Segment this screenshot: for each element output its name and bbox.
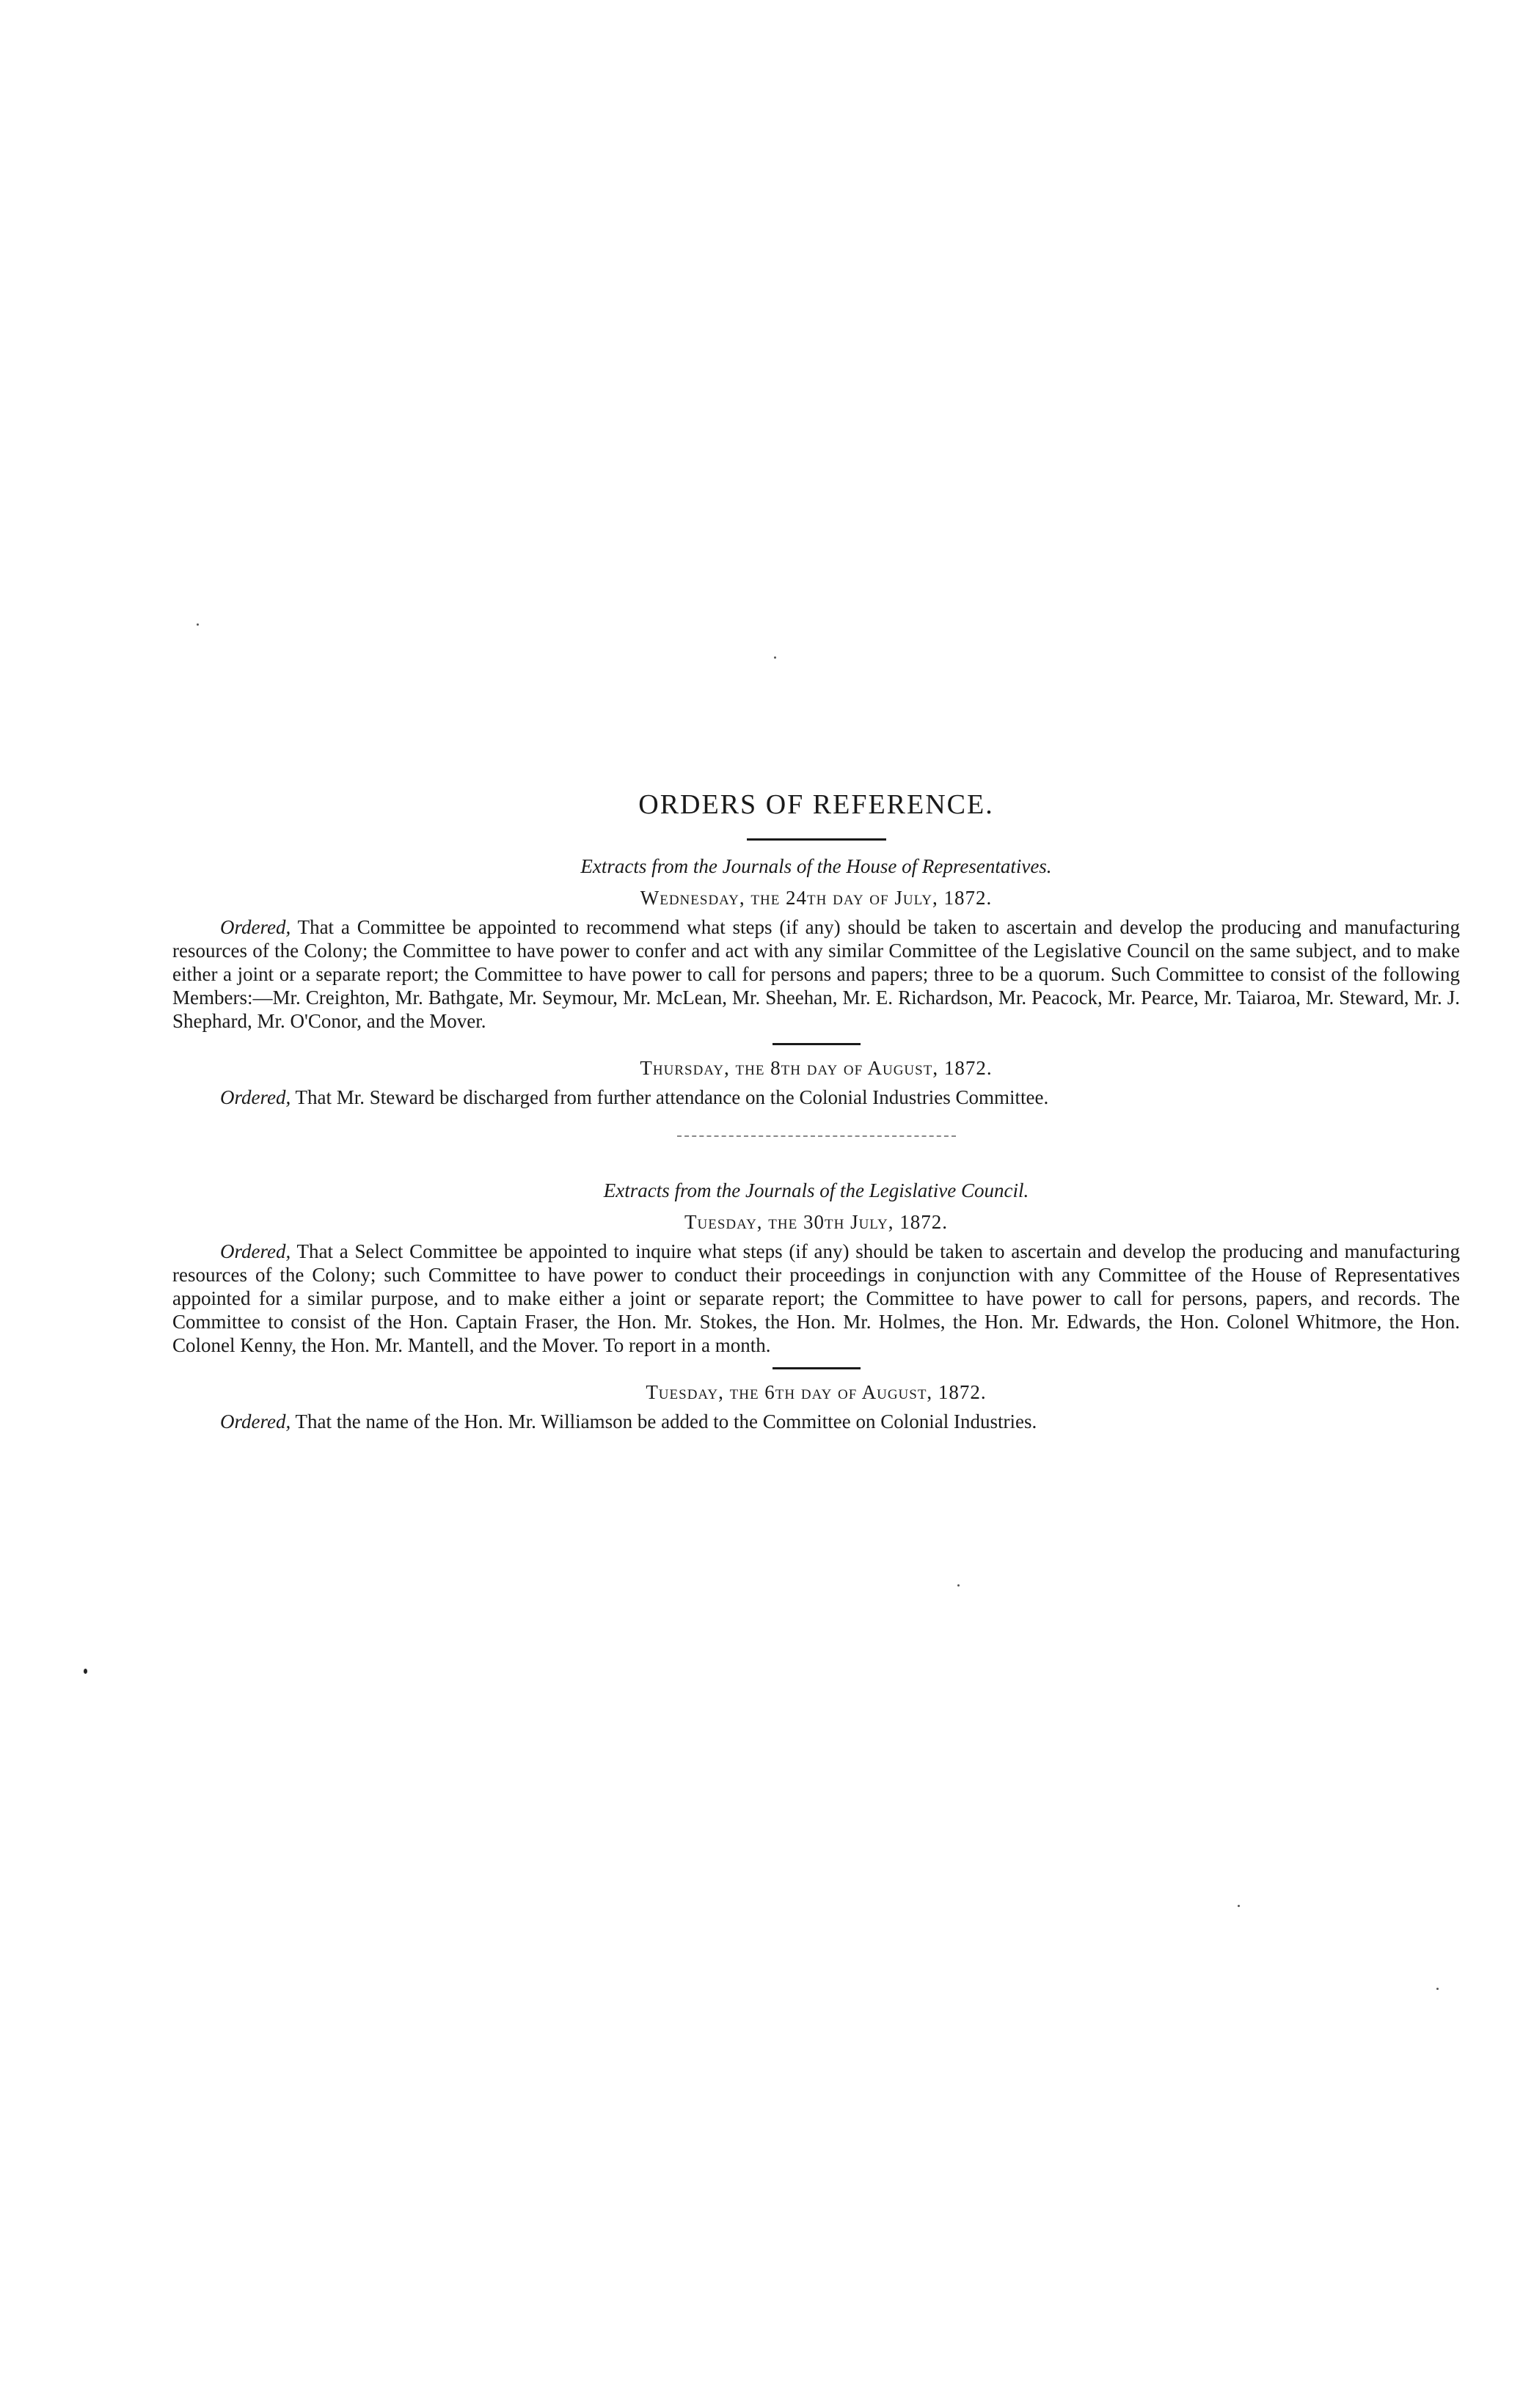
orders-of-reference: [172, 788, 1460, 1443]
page-title: ORDERS OF REFERENCE.: [638, 789, 994, 820]
order-text: That a Committee be appointed to recommend what steps (if any) should be taken to ascertain and develop the producing and manufacturing resources of the Colony; the Committee to have power to confer and act with any similar Committee of the Legislative Council on the same subject, and to make either a joint or a separate report; the Committee to have power to call for persons and papers; three to be a quorum. Such Committee to consist of the following Members:—Mr. Creighton, Mr. Bathgate, Mr. Seymour, Mr. McLean, Mr. Sheehan, Mr. E. Richardson, Mr. Peacock, Mr. Pearce, Mr. Taiaroa, Mr. Steward, Mr. J. Shephard, Mr. O'Conor, and the Mover.: [172, 916, 1460, 1032]
scan-speck: [84, 1669, 87, 1674]
entry-date: Tuesday, the 6th day of August, 1872.: [646, 1381, 987, 1403]
entry-date: Thursday, the 8th day of August, 1872.: [640, 1057, 993, 1079]
order-paragraph: [172, 1410, 1460, 1433]
order-text: That Mr. Steward be discharged from further attendance on the Colonial Industries Committee.: [295, 1086, 1049, 1108]
section-divider: [677, 1135, 956, 1137]
title-rule: [747, 838, 886, 841]
order-lead: Ordered,: [220, 1410, 291, 1432]
section-house-of-representatives: [172, 855, 1460, 1109]
order-lead: Ordered,: [220, 916, 291, 938]
entry-date: Tuesday, the 30th July, 1872.: [684, 1211, 948, 1233]
scan-speck: [197, 623, 199, 626]
entry-rule: [773, 1367, 861, 1369]
entry-rule: [773, 1043, 861, 1045]
section-legislative-council: [172, 1179, 1460, 1433]
entry-date: Wednesday, the 24th day of July, 1872.: [640, 887, 993, 909]
order-text: That a Select Committee be appointed to inquire what steps (if any) should be taken to ascertain and develop the producing and manufacturing resources of the Colony; such Committee to have power to conduct their proceedings in conjunction with any Committee of the House of Representatives appointed for a similar purpose, and to make either a joint or separate report; the Committee to have power to call for persons, papers, and records. The Committee to consist of the Hon. Captain Fraser, the Hon. Mr. Stokes, the Hon. Mr. Holmes, the Hon. Mr. Edwards, the Hon. Colonel Whitmore, the Hon. Colonel Kenny, the Hon. Mr. Mantell, and the Mover. To report in a month.: [172, 1240, 1461, 1356]
scan-speck: [1436, 1988, 1439, 1990]
order-lead: Ordered,: [220, 1240, 291, 1262]
order-text: That the name of the Hon. Mr. Williamson be added to the Committee on Colonial Industries.: [295, 1410, 1037, 1432]
order-paragraph: [172, 915, 1460, 1033]
section-title: Extracts from the Journals of the Legislative Council.: [603, 1179, 1029, 1201]
scan-speck: [774, 656, 776, 659]
section-title: Extracts from the Journals of the House of Representatives.: [580, 855, 1052, 877]
order-paragraph: [172, 1086, 1460, 1109]
order-paragraph: [172, 1240, 1460, 1357]
scan-speck: [1238, 1905, 1240, 1907]
order-lead: Ordered,: [220, 1086, 291, 1108]
scan-speck: [957, 1584, 960, 1587]
